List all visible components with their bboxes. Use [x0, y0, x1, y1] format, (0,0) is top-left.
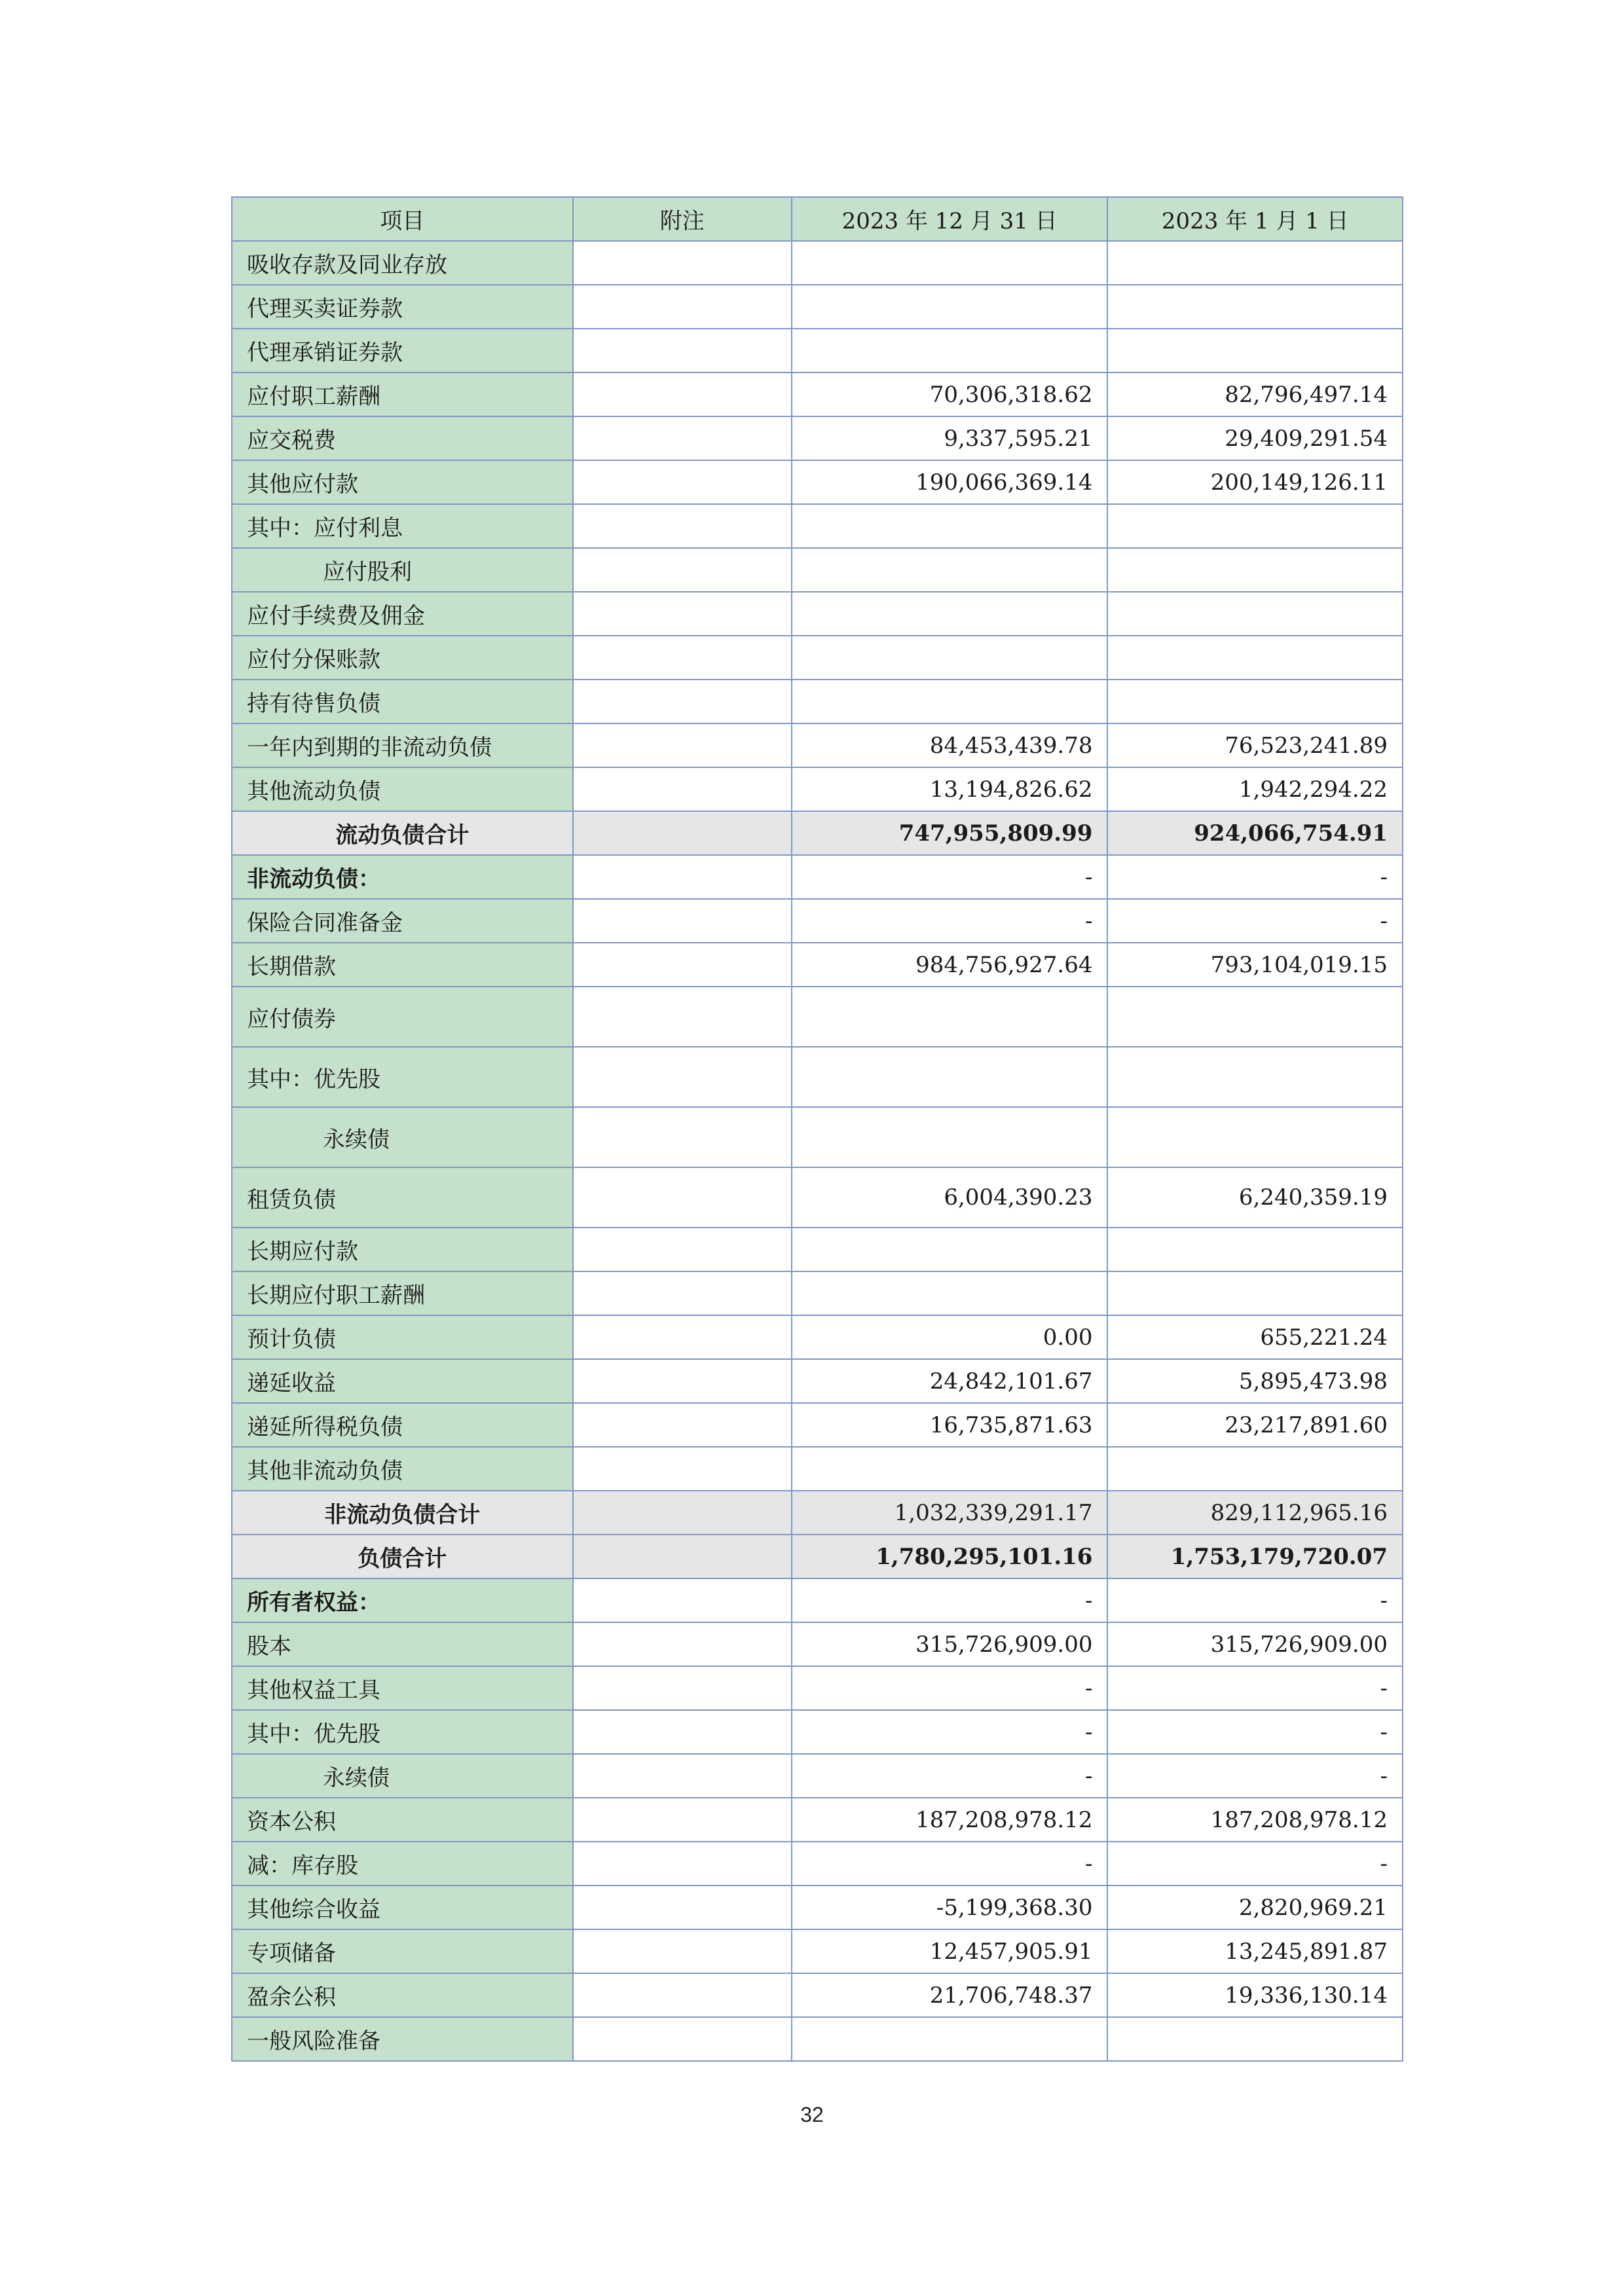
row-value-2023-12-31: 70,306,318.62: [792, 373, 1108, 416]
row-value-2023-12-31: 0.00: [792, 1315, 1108, 1359]
row-note: [573, 1754, 792, 1798]
row-value-2023-12-31: [792, 1228, 1108, 1271]
row-label: 吸收存款及同业存放: [232, 241, 573, 285]
row-value-2023-01-01: [1107, 548, 1403, 592]
row-label: 应付股利: [232, 548, 573, 592]
row-value-2023-12-31: 6,004,390.23: [792, 1167, 1108, 1228]
table-row: [232, 1842, 1403, 1886]
row-value-2023-01-01: [1107, 285, 1403, 329]
header-note: 附注: [573, 197, 792, 241]
row-note: [573, 811, 792, 855]
table-row: [232, 723, 1403, 767]
row-label: 资本公积: [232, 1798, 573, 1842]
row-value-2023-12-31: -: [792, 1754, 1108, 1798]
table-row: [232, 636, 1403, 680]
row-note: [573, 1403, 792, 1447]
table-row: [232, 1228, 1403, 1271]
row-value-2023-01-01: 82,796,497.14: [1107, 373, 1403, 416]
row-value-2023-12-31: [792, 1271, 1108, 1315]
header-date-2023-12-31: 2023 年 12 月 31 日: [792, 197, 1108, 241]
table-row: [232, 1047, 1403, 1107]
row-note: [573, 767, 792, 811]
row-value-2023-01-01: 1,753,179,720.07: [1107, 1535, 1403, 1578]
row-value-2023-12-31: 187,208,978.12: [792, 1798, 1108, 1842]
row-note: [573, 1228, 792, 1271]
row-value-2023-01-01: [1107, 1271, 1403, 1315]
row-value-2023-12-31: -: [792, 1710, 1108, 1754]
row-note: [573, 723, 792, 767]
table-row: [232, 1754, 1403, 1798]
row-label: 其他权益工具: [232, 1666, 573, 1710]
row-value-2023-01-01: 187,208,978.12: [1107, 1798, 1403, 1842]
row-note: [573, 285, 792, 329]
row-value-2023-12-31: [792, 1047, 1108, 1107]
table-row: [232, 1271, 1403, 1315]
row-value-2023-12-31: [792, 680, 1108, 723]
table-row: [232, 1578, 1403, 1622]
row-label: 保险合同准备金: [232, 899, 573, 943]
row-value-2023-01-01: 315,726,909.00: [1107, 1622, 1403, 1666]
row-note: [573, 2017, 792, 2061]
row-note: [573, 241, 792, 285]
row-label: 其他综合收益: [232, 1886, 573, 1929]
row-value-2023-12-31: -: [792, 1578, 1108, 1622]
row-value-2023-01-01: 76,523,241.89: [1107, 723, 1403, 767]
row-note: [573, 855, 792, 899]
table-row: [232, 1798, 1403, 1842]
row-value-2023-12-31: 16,735,871.63: [792, 1403, 1108, 1447]
row-value-2023-12-31: [792, 504, 1108, 548]
row-value-2023-01-01: 19,336,130.14: [1107, 1973, 1403, 2017]
row-label: 持有待售负债: [232, 680, 573, 723]
row-value-2023-01-01: [1107, 504, 1403, 548]
row-note: [573, 1622, 792, 1666]
row-note: [573, 1886, 792, 1929]
row-note: [573, 1271, 792, 1315]
row-value-2023-12-31: 21,706,748.37: [792, 1973, 1108, 2017]
row-value-2023-12-31: [792, 329, 1108, 373]
row-label: 其他流动负债: [232, 767, 573, 811]
row-value-2023-12-31: [792, 548, 1108, 592]
row-value-2023-01-01: [1107, 1047, 1403, 1107]
row-value-2023-01-01: [1107, 1447, 1403, 1491]
row-value-2023-12-31: 84,453,439.78: [792, 723, 1108, 767]
row-note: [573, 1578, 792, 1622]
page-number: 32: [800, 2103, 824, 2126]
table-row: [232, 680, 1403, 723]
row-note: [573, 943, 792, 987]
row-label: 一年内到期的非流动负债: [232, 723, 573, 767]
row-note: [573, 636, 792, 680]
row-note: [573, 329, 792, 373]
row-value-2023-12-31: [792, 636, 1108, 680]
row-label: 长期应付职工薪酬: [232, 1271, 573, 1315]
row-value-2023-01-01: 829,112,965.16: [1107, 1491, 1403, 1535]
table-header-row: [232, 197, 1403, 241]
table-row: [232, 1491, 1403, 1535]
row-note: [573, 899, 792, 943]
row-note: [573, 1666, 792, 1710]
row-label: 股本: [232, 1622, 573, 1666]
table-row: [232, 1315, 1403, 1359]
row-label: 永续债: [232, 1754, 573, 1798]
table-row: [232, 1710, 1403, 1754]
row-label: 应付分保账款: [232, 636, 573, 680]
row-value-2023-01-01: -: [1107, 1666, 1403, 1710]
row-value-2023-01-01: 1,942,294.22: [1107, 767, 1403, 811]
table-row: [232, 241, 1403, 285]
table-row: [232, 1929, 1403, 1973]
row-label: 其他应付款: [232, 460, 573, 504]
table-row: [232, 855, 1403, 899]
row-note: [573, 1315, 792, 1359]
row-value-2023-12-31: [792, 2017, 1108, 2061]
row-note: [573, 1491, 792, 1535]
row-label: 永续债: [232, 1107, 573, 1167]
row-label: 应付手续费及佣金: [232, 592, 573, 636]
row-note: [573, 373, 792, 416]
table-row: [232, 1886, 1403, 1929]
row-label: 预计负债: [232, 1315, 573, 1359]
row-note: [573, 1798, 792, 1842]
row-label: 代理承销证券款: [232, 329, 573, 373]
table-row: [232, 943, 1403, 987]
row-value-2023-01-01: 200,149,126.11: [1107, 460, 1403, 504]
row-value-2023-01-01: [1107, 592, 1403, 636]
row-value-2023-01-01: [1107, 2017, 1403, 2061]
row-value-2023-01-01: [1107, 241, 1403, 285]
row-value-2023-01-01: 924,066,754.91: [1107, 811, 1403, 855]
row-value-2023-01-01: [1107, 987, 1403, 1047]
table-row: [232, 1622, 1403, 1666]
row-label: 非流动负债：: [232, 855, 573, 899]
row-value-2023-12-31: [792, 987, 1108, 1047]
row-note: [573, 1447, 792, 1491]
row-value-2023-01-01: 5,895,473.98: [1107, 1359, 1403, 1403]
row-label: 其中：优先股: [232, 1047, 573, 1107]
row-value-2023-01-01: -: [1107, 1710, 1403, 1754]
row-note: [573, 504, 792, 548]
row-label: 减：库存股: [232, 1842, 573, 1886]
row-value-2023-12-31: [792, 592, 1108, 636]
row-value-2023-12-31: 9,337,595.21: [792, 416, 1108, 460]
row-note: [573, 548, 792, 592]
row-value-2023-01-01: 29,409,291.54: [1107, 416, 1403, 460]
row-value-2023-12-31: [792, 1107, 1108, 1167]
row-value-2023-01-01: 2,820,969.21: [1107, 1886, 1403, 1929]
row-label: 递延所得税负债: [232, 1403, 573, 1447]
row-value-2023-12-31: [792, 1447, 1108, 1491]
row-value-2023-12-31: -: [792, 1666, 1108, 1710]
row-label: 代理买卖证券款: [232, 285, 573, 329]
table-row: [232, 899, 1403, 943]
row-value-2023-01-01: [1107, 680, 1403, 723]
row-value-2023-01-01: [1107, 329, 1403, 373]
table-row: [232, 1666, 1403, 1710]
table-row: [232, 1403, 1403, 1447]
row-label: 盈余公积: [232, 1973, 573, 2017]
row-note: [573, 1929, 792, 1973]
row-value-2023-01-01: 6,240,359.19: [1107, 1167, 1403, 1228]
row-value-2023-01-01: [1107, 636, 1403, 680]
table-row: [232, 329, 1403, 373]
row-value-2023-12-31: 1,032,339,291.17: [792, 1491, 1108, 1535]
table-row: [232, 460, 1403, 504]
row-label: 一般风险准备: [232, 2017, 573, 2061]
row-value-2023-12-31: 315,726,909.00: [792, 1622, 1108, 1666]
row-value-2023-01-01: 23,217,891.60: [1107, 1403, 1403, 1447]
table-row: [232, 1167, 1403, 1228]
row-value-2023-12-31: [792, 241, 1108, 285]
row-label: 租赁负债: [232, 1167, 573, 1228]
row-value-2023-12-31: -5,199,368.30: [792, 1886, 1108, 1929]
row-label: 其他非流动负债: [232, 1447, 573, 1491]
table-row: [232, 1447, 1403, 1491]
row-label: 长期借款: [232, 943, 573, 987]
table-row: [232, 592, 1403, 636]
table-row: [232, 548, 1403, 592]
row-note: [573, 1973, 792, 2017]
row-note: [573, 416, 792, 460]
row-label: 所有者权益：: [232, 1578, 573, 1622]
row-value-2023-12-31: 747,955,809.99: [792, 811, 1108, 855]
row-note: [573, 680, 792, 723]
row-value-2023-01-01: -: [1107, 855, 1403, 899]
table-row: [232, 767, 1403, 811]
row-value-2023-01-01: 13,245,891.87: [1107, 1929, 1403, 1973]
row-value-2023-12-31: 12,457,905.91: [792, 1929, 1108, 1973]
table-row: [232, 1107, 1403, 1167]
row-note: [573, 592, 792, 636]
row-label: 递延收益: [232, 1359, 573, 1403]
row-label: 其中：优先股: [232, 1710, 573, 1754]
table-row: [232, 416, 1403, 460]
row-label: 应付债券: [232, 987, 573, 1047]
table-row: [232, 1535, 1403, 1578]
row-value-2023-12-31: -: [792, 899, 1108, 943]
row-label: 非流动负债合计: [232, 1491, 573, 1535]
row-value-2023-12-31: -: [792, 855, 1108, 899]
row-label: 长期应付款: [232, 1228, 573, 1271]
row-value-2023-12-31: 24,842,101.67: [792, 1359, 1108, 1403]
row-value-2023-12-31: 13,194,826.62: [792, 767, 1108, 811]
table-row: [232, 1359, 1403, 1403]
row-value-2023-12-31: 1,780,295,101.16: [792, 1535, 1108, 1578]
row-note: [573, 1107, 792, 1167]
row-note: [573, 1167, 792, 1228]
table-row: [232, 504, 1403, 548]
row-note: [573, 1535, 792, 1578]
row-label: 专项储备: [232, 1929, 573, 1973]
row-note: [573, 460, 792, 504]
row-label: 流动负债合计: [232, 811, 573, 855]
row-value-2023-01-01: 793,104,019.15: [1107, 943, 1403, 987]
row-label: 负债合计: [232, 1535, 573, 1578]
row-note: [573, 1047, 792, 1107]
table-row: [232, 987, 1403, 1047]
row-value-2023-01-01: [1107, 1228, 1403, 1271]
row-label: 应付职工薪酬: [232, 373, 573, 416]
row-value-2023-01-01: [1107, 1107, 1403, 1167]
row-value-2023-01-01: -: [1107, 1754, 1403, 1798]
row-note: [573, 1842, 792, 1886]
row-value-2023-12-31: 190,066,369.14: [792, 460, 1108, 504]
row-note: [573, 1710, 792, 1754]
table-row: [232, 373, 1403, 416]
row-value-2023-01-01: 655,221.24: [1107, 1315, 1403, 1359]
row-value-2023-12-31: [792, 285, 1108, 329]
row-note: [573, 1359, 792, 1403]
row-value-2023-01-01: -: [1107, 1842, 1403, 1886]
header-date-2023-01-01: 2023 年 1 月 1 日: [1107, 197, 1403, 241]
row-label: 应交税费: [232, 416, 573, 460]
table-row: [232, 1973, 1403, 2017]
table-row: [232, 2017, 1403, 2061]
row-value-2023-01-01: -: [1107, 899, 1403, 943]
row-note: [573, 987, 792, 1047]
row-label: 其中：应付利息: [232, 504, 573, 548]
row-value-2023-12-31: -: [792, 1842, 1108, 1886]
balance-sheet-table: [231, 196, 1403, 2062]
table-row: [232, 811, 1403, 855]
table-row: [232, 285, 1403, 329]
row-value-2023-01-01: -: [1107, 1578, 1403, 1622]
header-item: 项目: [232, 197, 573, 241]
row-value-2023-12-31: 984,756,927.64: [792, 943, 1108, 987]
